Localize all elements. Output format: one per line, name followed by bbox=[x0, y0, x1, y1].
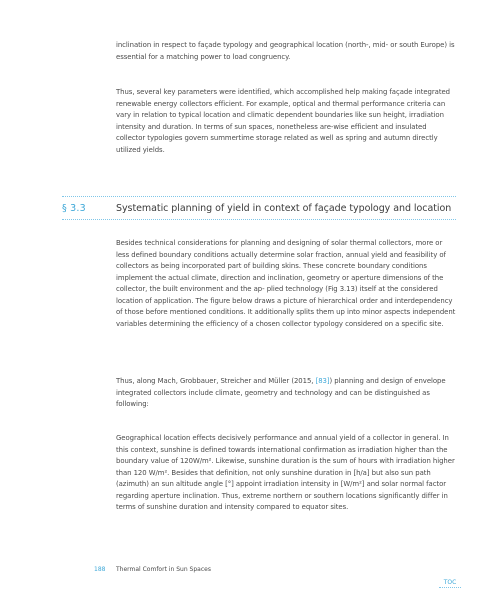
paragraph-text: Besides technical considerations for planning and designing of solar thermal collectors, more or less defined boundary conditions actually determine solar fraction, annual yield and feasibility of collectors as being incorporated part of building skins. These concrete boundary conditions implement the actual climate, direction and inclination, geometry or aperture dimensions of the collector, the built environment and the ap- plied technology (Fig 3.13) itself at the considered location of application. The figure below draws a picture of hierarchical order and interdependency of those before mentioned conditions. It additionally splits them up into minor aspects independent variables determining the efficiency of a chosen collector typology considered on a specific site. bbox=[116, 239, 456, 328]
paragraph-text bbox=[116, 376, 456, 411]
paragraph-text-end: ) planning and design of envelope integrated collectors include climate, geometry and technology and can be distinguished as following: bbox=[116, 377, 446, 408]
citation-link[interactable]: [83] bbox=[315, 377, 330, 385]
section-divider-bottom bbox=[62, 219, 456, 220]
toc-link[interactable]: TOC bbox=[439, 579, 461, 588]
paragraph-key-parameters bbox=[116, 87, 456, 156]
paragraph-text: Thus, several key parameters were identified, which accomplished help making façade integrated renewable energy collectors efficient. For example, optical and thermal performance criteria can vary in relation to typical location and climatic dependent boundaries like sun height, irradiation intensity and duration. In terms of sun spaces, nonetheless are-wise efficient and insulated collector typologies govern summertime storage related as well as spring and autumn directly utilized yields. bbox=[116, 88, 451, 154]
paragraph-classification bbox=[116, 376, 456, 411]
paragraph-text: inclination in respect to façade typology and geographical location (north-, mid- or south Europe) is essential for a matching power to load congruency. bbox=[116, 41, 455, 61]
section-divider-top bbox=[62, 196, 456, 197]
paragraph-text-start: Thus, along Mach, Grobbauer, Streicher and Müller (2015, bbox=[116, 377, 316, 385]
page-number: 188 bbox=[94, 566, 106, 573]
running-title: Thermal Comfort in Sun Spaces bbox=[116, 566, 211, 573]
paragraph-intro-continuation bbox=[116, 40, 456, 63]
section-number: § 3.3 bbox=[62, 203, 86, 214]
paragraph-boundary-conditions bbox=[116, 238, 456, 330]
section-title: Systematic planning of yield in context of façade typology and location bbox=[116, 203, 452, 214]
paragraph-geographical-location bbox=[116, 433, 456, 514]
paragraph-text: Geographical location effects decisively performance and annual yield of a collector in general. In this context, sunshine is defined towards international confirmation as irradiation higher than the boundary value of 120W/m². Likewise, sunshine duration is the sum of hours with irradiation higher than 120 W/m². Besides that definition, not only sunshine duration in [h/a] but also sun path (azimuth) an sun altitude angle [°] appoint irradiation intensity in [W/m²] and solar normal factor regarding aperture inclination. Thus, extreme northern or southern locations significantly differ in terms of sunshine duration and intensity compared to equator sites. bbox=[116, 434, 455, 511]
